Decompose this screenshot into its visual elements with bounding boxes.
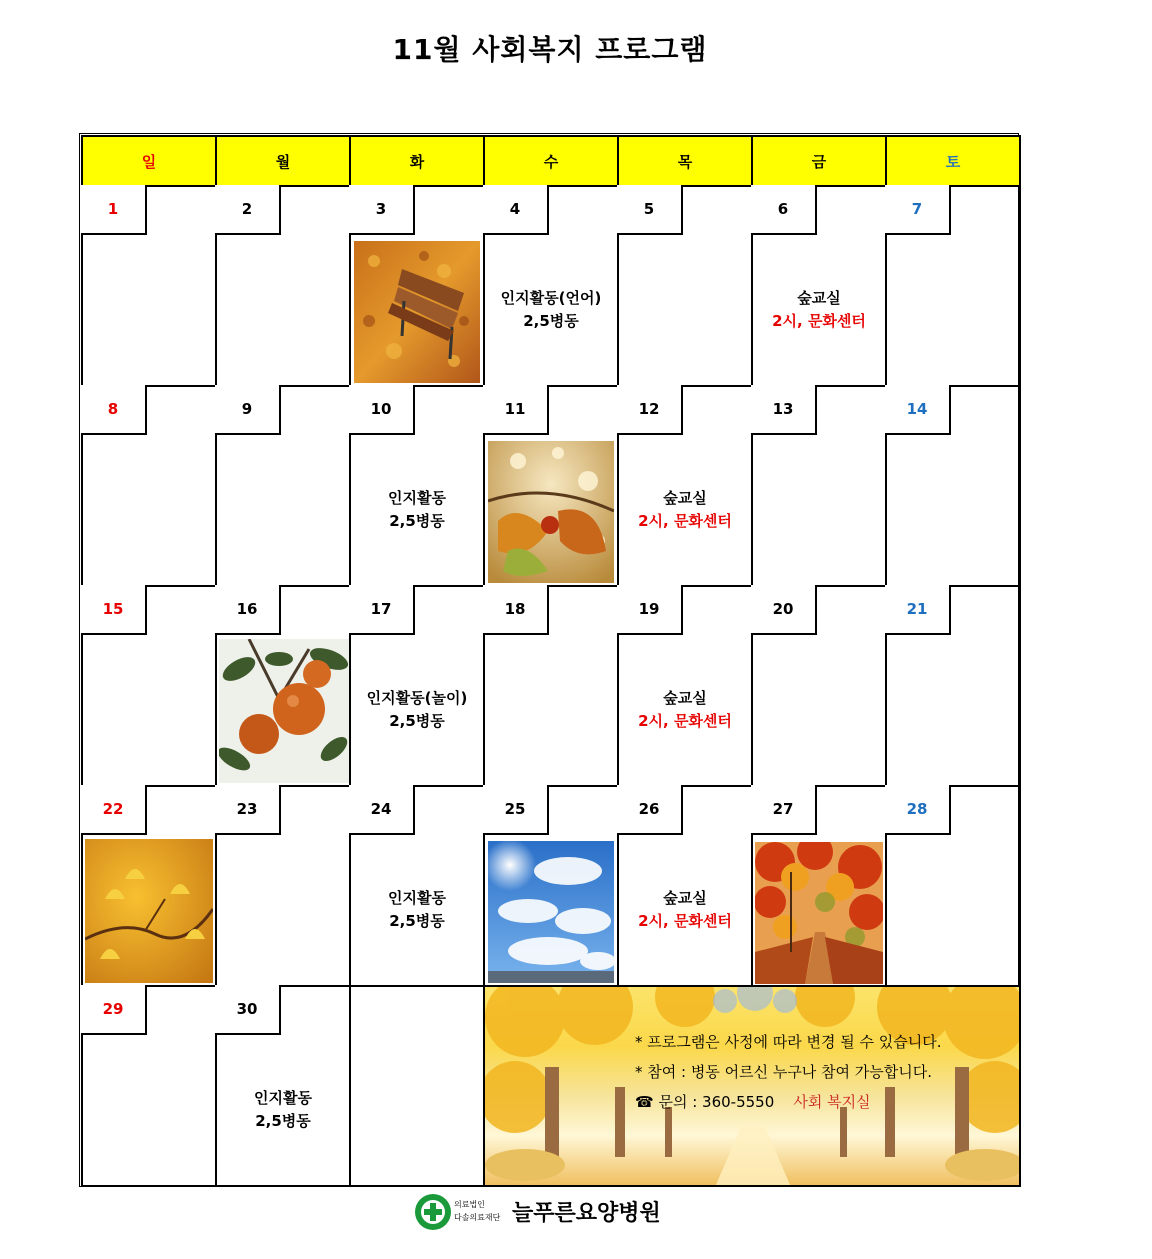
day-cell <box>82 986 216 1186</box>
day-number: 29 <box>81 985 147 1035</box>
day-number: 6 <box>751 185 817 235</box>
weekday-sun: 일 <box>82 136 216 186</box>
event-title: 숲교실 <box>797 289 841 307</box>
day-number: 11 <box>483 385 549 435</box>
event-time-place: 2시, 문화센터 <box>772 312 866 330</box>
week-row <box>82 386 1020 586</box>
event-ward: 2,5병동 <box>389 912 445 930</box>
day-number: 22 <box>81 785 147 835</box>
event-title: 인지활동 <box>254 1089 312 1107</box>
weekday-thu: 목 <box>618 136 752 186</box>
day-cell <box>886 386 1020 586</box>
day-cell <box>82 586 216 786</box>
weekday-sat: 토 <box>886 136 1020 186</box>
event-title: 인지활동(놀이) <box>366 689 468 707</box>
event-forest-class <box>753 287 885 333</box>
day-cell <box>82 786 216 986</box>
notice-panel <box>485 987 1019 1185</box>
day-number: 10 <box>349 385 415 435</box>
hospital-logo <box>414 1190 674 1234</box>
day-cell <box>886 786 1020 986</box>
event-title: 인지활동(언어) <box>500 289 602 307</box>
week-row <box>82 586 1020 786</box>
day-cell <box>752 186 886 386</box>
persimmon-leaf-photo <box>488 441 614 583</box>
event-cognitive-language <box>485 287 617 333</box>
day-number: 30 <box>215 985 281 1035</box>
foundation-name <box>454 1198 500 1224</box>
day-cell <box>216 186 350 386</box>
day-number: 19 <box>617 585 683 635</box>
day-cell <box>484 386 618 586</box>
day-number: 12 <box>617 385 683 435</box>
event-ward: 2,5병동 <box>255 1112 311 1130</box>
event-cognitive-play <box>351 687 483 733</box>
weekday-mon: 월 <box>216 136 350 186</box>
day-number: 14 <box>885 385 951 435</box>
event-cognitive <box>351 487 483 533</box>
day-cell <box>618 586 752 786</box>
day-cell <box>350 586 484 786</box>
day-number: 25 <box>483 785 549 835</box>
day-cell <box>886 186 1020 386</box>
day-cell <box>216 786 350 986</box>
day-cell <box>484 586 618 786</box>
day-number: 24 <box>349 785 415 835</box>
day-cell <box>216 386 350 586</box>
event-forest-class <box>619 487 751 533</box>
event-ward: 2,5병동 <box>523 312 579 330</box>
calendar-table <box>81 135 1021 1187</box>
day-number: 9 <box>215 385 281 435</box>
day-cell <box>350 986 484 1186</box>
day-number: 21 <box>885 585 951 635</box>
green-cross-emblem-icon <box>414 1193 452 1231</box>
day-cell <box>618 386 752 586</box>
notice-line-participation: * 참여 : 병동 어르신 누구나 참여 가능합니다. <box>635 1063 933 1081</box>
notice-text <box>635 1027 941 1117</box>
week-row <box>82 186 1020 386</box>
notice-line-schedule-change: * 프로그램은 사정에 따라 변경 될 수 있습니다. <box>635 1033 942 1051</box>
event-cognitive <box>217 1087 349 1133</box>
day-number: 17 <box>349 585 415 635</box>
weekday-tue: 화 <box>350 136 484 186</box>
day-cell <box>350 186 484 386</box>
event-time-place: 2시, 문화센터 <box>638 912 732 930</box>
day-number: 15 <box>81 585 147 635</box>
day-cell <box>484 186 618 386</box>
day-number: 23 <box>215 785 281 835</box>
org-type: 의료법인 <box>454 1200 485 1209</box>
day-number: 16 <box>215 585 281 635</box>
day-number: 13 <box>751 385 817 435</box>
day-cell <box>618 186 752 386</box>
hospital-name: 늘푸른요양병원 <box>512 1201 661 1226</box>
day-number: 5 <box>617 185 683 235</box>
event-title: 숲교실 <box>663 889 707 907</box>
day-cell <box>216 586 350 786</box>
day-number: 1 <box>81 185 147 235</box>
day-cell <box>484 786 618 986</box>
event-cognitive <box>351 887 483 933</box>
day-number: 28 <box>885 785 951 835</box>
day-cell <box>350 386 484 586</box>
autumn-bench-photo <box>354 241 480 383</box>
sky-clouds-photo <box>488 841 614 983</box>
day-cell <box>752 586 886 786</box>
day-cell <box>752 386 886 586</box>
weekday-header-row <box>82 136 1020 186</box>
event-forest-class <box>619 687 751 733</box>
page-title: 11월 사회복지 프로그램 <box>392 33 708 66</box>
event-title: 인지활동 <box>388 889 446 907</box>
day-cell <box>886 586 1020 786</box>
day-number: 27 <box>751 785 817 835</box>
day-cell <box>216 986 350 1186</box>
day-cell <box>82 186 216 386</box>
event-title: 숲교실 <box>663 489 707 507</box>
ginkgo-branch-photo <box>85 839 213 983</box>
day-number: 3 <box>349 185 415 235</box>
day-number: 7 <box>885 185 951 235</box>
day-cell <box>752 786 886 986</box>
day-number: 8 <box>81 385 147 435</box>
notice-cell <box>484 986 1020 1186</box>
event-time-place: 2시, 문화센터 <box>638 512 732 530</box>
day-number: 18 <box>483 585 549 635</box>
day-cell <box>350 786 484 986</box>
day-cell <box>618 786 752 986</box>
weekday-fri: 금 <box>752 136 886 186</box>
event-forest-class <box>619 887 751 933</box>
day-number: 26 <box>617 785 683 835</box>
contact-phone: ☎ 문의 : 360-5550 <box>635 1093 775 1111</box>
week-row <box>82 986 1020 1186</box>
event-title: 인지활동 <box>388 489 446 507</box>
day-number: 2 <box>215 185 281 235</box>
org-foundation: 다솔의료재단 <box>454 1213 501 1222</box>
contact-department: 사회 복지실 <box>793 1093 871 1111</box>
week-row <box>82 786 1020 986</box>
autumn-path-photo <box>755 842 883 984</box>
event-ward: 2,5병동 <box>389 712 445 730</box>
event-ward: 2,5병동 <box>389 512 445 530</box>
persimmons-photo <box>219 639 349 783</box>
weekday-wed: 수 <box>484 136 618 186</box>
notice-line-contact <box>635 1087 941 1117</box>
day-number: 20 <box>751 585 817 635</box>
event-time-place: 2시, 문화센터 <box>638 712 732 730</box>
day-number: 4 <box>483 185 549 235</box>
day-cell <box>82 386 216 586</box>
event-title: 숲교실 <box>663 689 707 707</box>
